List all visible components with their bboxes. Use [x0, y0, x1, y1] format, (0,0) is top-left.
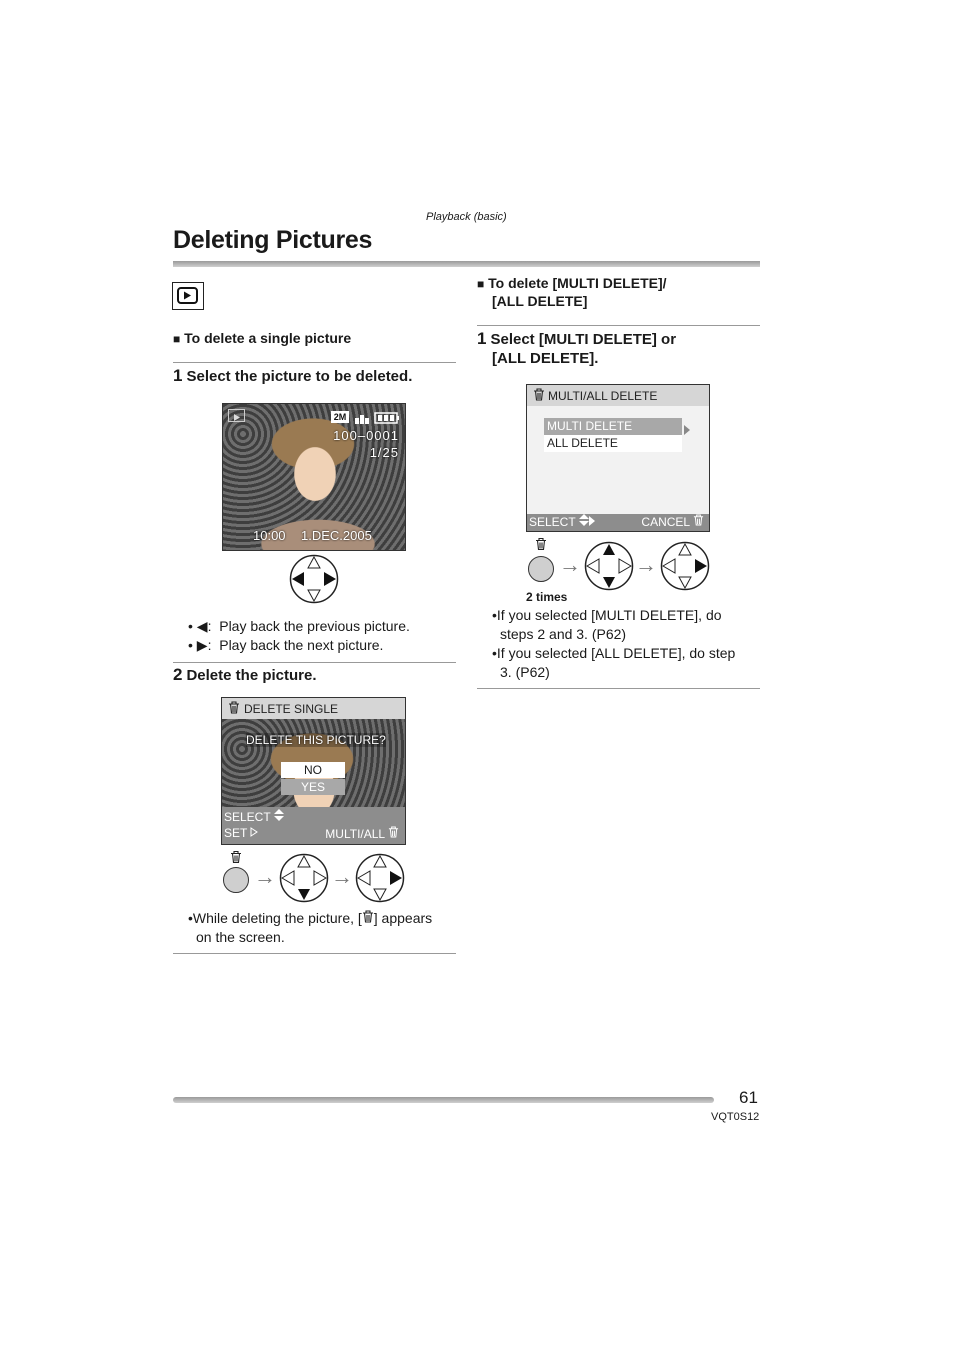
arrow-icon: → — [635, 552, 657, 577]
cursor-pad-down-icon — [279, 853, 329, 903]
playback-mode-icon — [228, 409, 245, 422]
cursor-pad-right-icon — [355, 853, 405, 903]
option-yes[interactable]: YES — [281, 779, 345, 795]
footer-bar — [173, 1097, 714, 1103]
playback-mode-icon — [172, 282, 204, 310]
cancel-hint: CANCEL — [641, 514, 704, 531]
option-no[interactable]: NO — [281, 762, 345, 778]
delete-trash-icon — [388, 826, 399, 838]
divider — [173, 953, 456, 954]
delete-trash-icon — [362, 910, 374, 926]
delete-button-icon — [223, 867, 249, 893]
up-down-arrow-icon — [579, 514, 589, 526]
recording-date: 1.DEC.2005 — [301, 528, 372, 543]
file-number: 100–0001 — [333, 428, 399, 443]
bullet-multi-delete: •If you selected [MULTI DELETE], do — [492, 607, 722, 623]
picture-counter: 1/25 — [369, 445, 399, 460]
bullet-multi-delete-line2: steps 2 and 3. (P62) — [500, 626, 627, 642]
select-hint: SELECT — [224, 809, 284, 824]
multi-heading-line2: [ALL DELETE] — [492, 293, 588, 309]
cursor-pad-updown-icon — [584, 541, 634, 591]
set-hint: SET — [224, 826, 258, 840]
screen-title-bar: MULTI/ALL DELETE — [527, 385, 709, 406]
model-code: VQT0S12 — [711, 1111, 760, 1123]
delete-note-line2: on the screen. — [196, 929, 285, 945]
delete-trash-icon — [533, 388, 545, 404]
times-label: 2 times — [526, 590, 568, 604]
step-1-select: 1 Select the picture to be deleted. — [173, 366, 413, 385]
delete-question: DELETE THIS PICTURE? — [246, 733, 386, 747]
right-triangle-icon — [250, 827, 258, 837]
quality-icon — [354, 411, 370, 423]
delete-trash-icon — [693, 514, 704, 526]
section-label: Playback (basic) — [426, 211, 507, 223]
right-triangle-icon — [589, 516, 595, 526]
divider — [477, 688, 760, 689]
up-down-arrow-icon — [274, 809, 284, 821]
step-1-multi-line2: [ALL DELETE]. — [492, 350, 599, 367]
divider — [477, 325, 760, 326]
arrow-icon: → — [331, 864, 353, 889]
arrow-icon: → — [559, 552, 581, 577]
divider — [173, 662, 456, 663]
cursor-pad-right-icon — [660, 541, 710, 591]
delete-trash-icon — [535, 537, 547, 556]
option-multi-delete[interactable]: MULTI DELETE — [544, 418, 682, 435]
page-number: 61 — [739, 1088, 758, 1107]
bullet-next: • ▶: Play back the next picture. — [188, 637, 384, 653]
recording-time: 10:00 — [253, 528, 286, 543]
bullet-all-delete-line2: 3. (P62) — [500, 664, 550, 680]
playback-screen — [222, 403, 406, 551]
select-hint: SELECT — [529, 514, 595, 531]
screen-title-bar: DELETE SINGLE — [222, 698, 405, 719]
bullet-previous: • ◀: Play back the previous picture. — [188, 618, 410, 634]
bullet-all-delete: •If you selected [ALL DELETE], do step — [492, 645, 736, 661]
step-2-delete: 2 Delete the picture. — [173, 665, 317, 684]
screen-footer — [527, 514, 709, 531]
step-1-multi: 1 Select [MULTI DELETE] or — [477, 329, 677, 348]
delete-note: •While deleting the picture, [ ] appears — [188, 910, 433, 926]
battery-icon — [374, 411, 400, 423]
delete-single-screen — [221, 697, 406, 845]
delete-button-icon — [528, 556, 554, 582]
screen-footer — [222, 807, 405, 844]
picture-size-badge: 2M — [331, 411, 349, 423]
option-all-delete[interactable]: ALL DELETE — [544, 435, 682, 452]
divider — [173, 362, 456, 363]
arrow-icon: → — [254, 864, 276, 889]
multi-heading: ■ To delete [MULTI DELETE]/ — [477, 275, 667, 291]
title-divider — [173, 261, 760, 267]
cursor-pad-icon — [289, 554, 339, 604]
delete-trash-icon — [228, 701, 240, 717]
multi-all-hint: MULTI/ALL — [325, 826, 399, 841]
multi-all-delete-screen — [526, 384, 710, 532]
single-heading: ■ To delete a single picture — [173, 330, 352, 346]
right-triangle-icon — [684, 422, 690, 440]
page-title: Deleting Pictures — [173, 226, 373, 254]
